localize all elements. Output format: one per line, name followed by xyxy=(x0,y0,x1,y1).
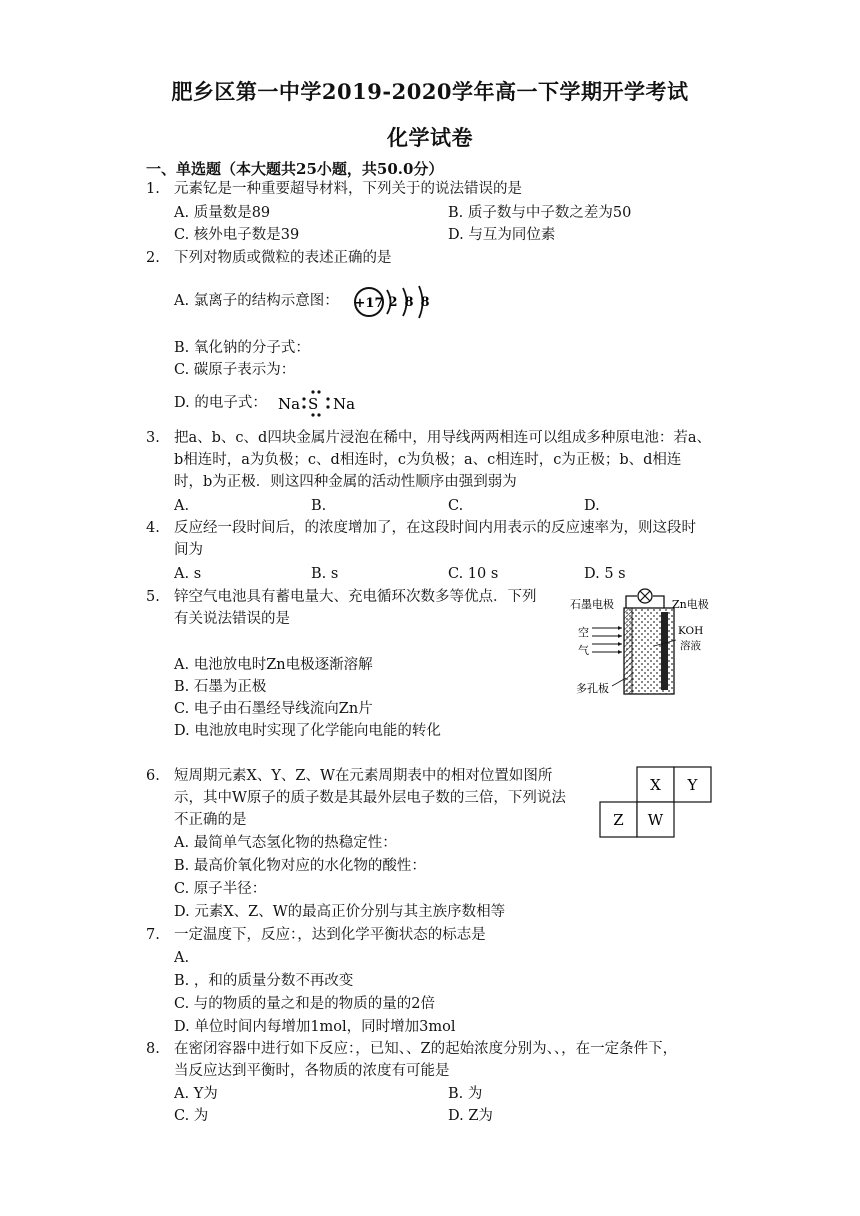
cell-z: Z xyxy=(613,811,624,829)
option-c: C. 电子由石墨经导线流向Zn片 xyxy=(174,701,373,717)
cell-w: W xyxy=(647,811,664,829)
option-a: A. 质量数是89 xyxy=(174,205,271,221)
sodium-sulfide-electron-formula xyxy=(276,385,366,421)
shell-2: 8 xyxy=(404,295,414,310)
option-a: A. Y为 xyxy=(174,1086,218,1102)
question-stem-line1: 把a、b、c、d四块金属片浸泡在稀中，用导线两两相连可以组成多种原电池：若a、 xyxy=(174,430,711,446)
question-stem-line3: 不正确的是 xyxy=(174,812,247,828)
option-b: B. 氧化钠的分子式： xyxy=(174,340,310,356)
question-stem-line2: b相连时，a为负极；c、d相连时，c为负极；a、c相连时，c为正极；b、d相连 xyxy=(174,452,682,468)
option-b: B. 为 xyxy=(448,1086,483,1102)
option-a: A. xyxy=(174,950,190,966)
option-d: D. 电池放电时实现了化学能向电能的转化 xyxy=(174,723,441,739)
question-stem: 下列对物质或微粒的表述正确的是 xyxy=(174,250,392,266)
option-d: D. 元素X、Z、W的最高正价分别与其主族序数相等 xyxy=(174,904,506,920)
koh-label: KOH xyxy=(678,625,704,637)
page-title: 肥乡区第一中学2019-2020学年高一下学期开学考试 xyxy=(171,79,689,104)
question-stem-line2: 示，其中W原子的质子数是其最外层电子数的三倍，下列说法 xyxy=(174,790,566,806)
option-c: C. xyxy=(448,498,464,514)
zinc-air-battery-diagram xyxy=(568,584,716,702)
question-stem-line1: 锌空气电池具有蓄电量大、充电循环次数多等优点．下列 xyxy=(174,589,537,605)
option-c: C. 碳原子表示为： xyxy=(174,362,296,378)
option-b: B. xyxy=(311,498,327,514)
question-number: 8. xyxy=(146,1041,160,1057)
cell-y: Y xyxy=(687,776,698,794)
option-a: A. 氯离子的结构示意图： xyxy=(174,293,339,309)
chloride-ion-structure-diagram xyxy=(352,284,436,324)
option-b: B. 质子数与中子数之差为50 xyxy=(448,205,632,221)
question-stem-line1: 反应经一段时间后，的浓度增加了，在这段时间内用表示的反应速率为，则这段时 xyxy=(174,520,696,536)
question-stem-line1: 在密闭容器中进行如下反应：，已知、、Z的起始浓度分别为、、，在一定条件下， xyxy=(174,1041,678,1057)
question-stem-line3: 时，b为正极．则这四种金属的活动性顺序由强到弱为 xyxy=(174,474,517,490)
question-number: 7. xyxy=(146,927,160,943)
nucleus-charge: +17 xyxy=(354,296,384,311)
question-stem-line2: 间为 xyxy=(174,542,203,558)
svg-text:气: 气 xyxy=(578,644,589,657)
question-number: 3. xyxy=(146,430,160,446)
zn-electrode-label: Zn电极 xyxy=(672,598,709,611)
option-c: C. 核外电子数是39 xyxy=(174,227,300,243)
svg-text:Na: Na xyxy=(333,395,356,413)
solution-label: 溶液 xyxy=(680,640,701,652)
svg-text:S: S xyxy=(308,395,319,413)
svg-text:Na: Na xyxy=(278,395,301,413)
option-d: D. 单位时间内每增加1mol，同时增加3mol xyxy=(174,1019,456,1035)
option-d: D. Z为 xyxy=(448,1108,493,1124)
question-number: 1. xyxy=(146,181,160,197)
option-c: C. 为 xyxy=(174,1108,209,1124)
svg-text:空: 空 xyxy=(578,626,589,639)
option-b: B. ，和的质量分数不再改变 xyxy=(174,973,354,989)
option-d: D. 与互为同位素 xyxy=(448,227,556,243)
option-b: B. 石墨为正极 xyxy=(174,679,267,695)
cell-x: X xyxy=(650,776,661,794)
option-c: C. 与的物质的量之和是的物质的量的2倍 xyxy=(174,996,436,1012)
option-b: B. 最高价氧化物对应的水化物的酸性： xyxy=(174,858,426,874)
graphite-electrode-label: 石墨电极 xyxy=(570,598,614,611)
question-number: 6. xyxy=(146,768,160,784)
section-heading: 一、单选题（本大题共25小题，共50.0分） xyxy=(146,160,444,178)
question-stem-line2: 有关说法错误的是 xyxy=(174,611,290,627)
shell-3: 8 xyxy=(420,295,430,310)
option-a: A. s xyxy=(174,566,202,582)
option-d: D. xyxy=(584,498,600,514)
option-d: D. 5 s xyxy=(584,566,626,582)
option-c: C. 10 s xyxy=(448,566,499,582)
periodic-table-fragment xyxy=(598,766,714,840)
option-a: A. 最简单气态氢化物的热稳定性： xyxy=(174,835,397,851)
question-number: 5. xyxy=(146,589,160,605)
option-b: B. s xyxy=(311,566,339,582)
option-a: A. xyxy=(174,498,190,514)
question-stem-line2: 当反应达到平衡时，各物质的浓度有可能是 xyxy=(174,1063,450,1079)
question-stem: 一定温度下，反应：，达到化学平衡状态的标志是 xyxy=(174,927,486,943)
question-number: 2. xyxy=(146,250,160,266)
option-a: A. 电池放电时Zn电极逐渐溶解 xyxy=(174,657,373,673)
question-number: 4. xyxy=(146,520,160,536)
option-c: C. 原子半径： xyxy=(174,881,267,897)
page-subtitle: 化学试卷 xyxy=(387,125,473,150)
option-d: D. 的电子式： xyxy=(174,395,267,411)
porous-plate-label: 多孔板 xyxy=(576,682,609,695)
question-stem: 元素钇是一种重要超导材料，下列关于的说法错误的是 xyxy=(174,181,522,197)
question-stem-line1: 短周期元素X、Y、Z、W在元素周期表中的相对位置如图所 xyxy=(174,768,553,784)
shell-1: 2 xyxy=(388,295,398,310)
